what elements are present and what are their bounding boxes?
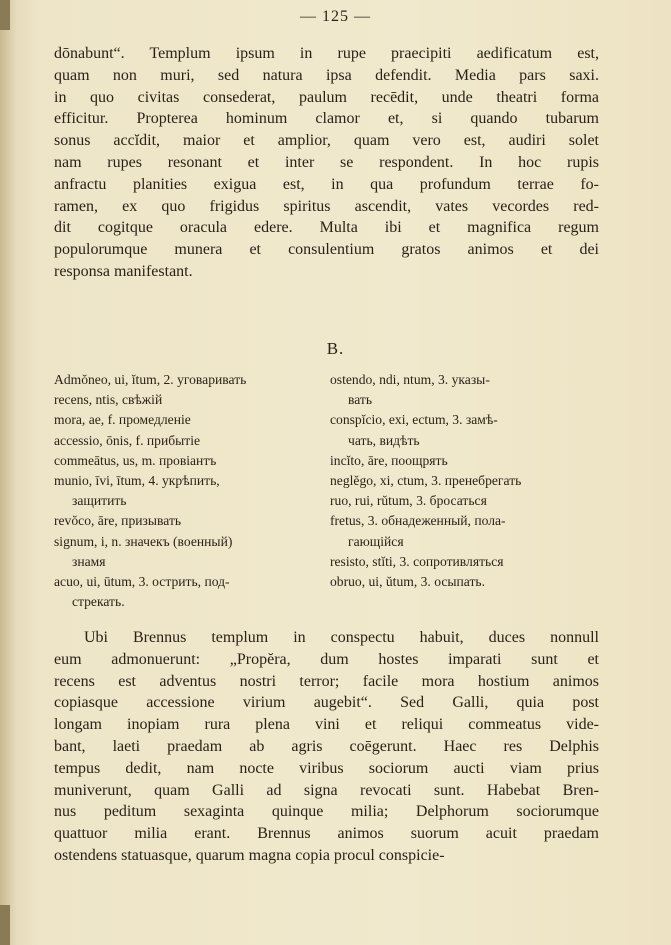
text-line: sonus accĭdit, maior et amplior, quam vero est, audiri solet	[54, 132, 599, 150]
glossary-entry: защитить	[72, 493, 127, 509]
glossary-entry: incĭto, āre, поощрять	[330, 452, 448, 468]
text-line: quattuor milia erant. Brennus animos suorum acuit praedam	[54, 825, 599, 843]
glossary-entry: obruo, ui, ŭtum, 3. осыпать.	[330, 574, 486, 590]
text-line: nus peditum sexaginta quinque milia; Delphorum sociorumque	[54, 803, 599, 821]
glossary-entry: mora, ae, f. промедленiе	[54, 412, 191, 428]
text-line: muniverunt, quam Galli ad signa revocati sunt. Habebat Bren-	[54, 781, 599, 799]
glossary-entry: accessio, ōnis, f. прибытiе	[54, 432, 201, 448]
glossary-column-right	[330, 370, 600, 592]
page-edge-shadow-bottom	[0, 905, 10, 945]
page-number: — 125 —	[300, 8, 371, 25]
glossary-entry: Admŏneo, ui, ĭtum, 2. уговаривать	[54, 372, 247, 387]
glossary-entry: munio, īvi, ītum, 4. укрѣпить,	[54, 473, 220, 489]
glossary-entry: ruo, rui, rŭtum, 3. бросаться	[330, 493, 487, 509]
text-line: tempus dedit, nam nocte viribus sociorum aucti viam prius	[54, 759, 599, 777]
glossary-entry: гающiйся	[348, 533, 404, 549]
glossary-entry: recens, ntis, свѣжiй	[54, 392, 163, 408]
section-heading: B.	[326, 339, 345, 358]
text-line: in quo civitas consederat, paulum recēdit, unde theatri forma	[54, 88, 599, 106]
glossary-entry: neglĕgo, xi, ctum, 3. пренебрегать	[330, 473, 522, 489]
glossary-entry: чать, видѣть	[348, 432, 420, 448]
text-line: efficitur. Propterea hominum clamor et, si quando tubarum	[54, 110, 599, 128]
glossary-entry: вать	[348, 392, 373, 408]
glossary-entry: fretus, 3. обнадеженный, пола-	[330, 513, 506, 529]
text-line: longam inopiam rura plena vini et reliqui commeatus vide-	[54, 716, 599, 734]
glossary-entry: commeātus, us, m. провiантъ	[54, 452, 217, 468]
paragraph-2	[54, 627, 599, 867]
text-line: ramen, ex quo frigidus spiritus ascendit, vates vecordes red-	[54, 197, 599, 215]
glossary-entry: resisto, stĭti, 3. сопротивляться	[330, 553, 504, 569]
text-line: ostendens statuasque, quarum magna copia procul conspicie-	[54, 846, 445, 864]
text-line: dōnabunt“. Templum ipsum in rupe praecipiti aedificatum est,	[54, 45, 599, 62]
glossary-entry: signum, i, n. значекъ (военный)	[54, 533, 233, 549]
glossary-entry: revŏco, āre, призывать	[54, 513, 182, 529]
glossary-entry: conspĭcio, exi, ectum, 3. замѣ-	[330, 412, 498, 428]
text-line: recens est adventus nostri terror; facile mora hostium animos	[54, 672, 599, 690]
glossary-entry: знамя	[72, 553, 106, 569]
text-line: populorumque munera et consulentium gratos animos et dei	[54, 241, 599, 259]
text-line: responsa manifestant.	[54, 262, 193, 280]
glossary-column-left	[54, 370, 324, 612]
paragraph-1	[54, 43, 599, 283]
glossary-entry: acuo, ui, ūtum, 3. острить, под-	[54, 574, 230, 590]
text-line: quam non muri, sed natura ipsa defendit. Media pars saxi.	[54, 66, 599, 84]
text-line: copiasque accessione virium augebit“. Sed Galli, quia post	[54, 694, 599, 712]
text-line: eum admonuerunt: „Propĕra, dum hostes imparati sunt et	[54, 650, 599, 668]
text-line: dit cogitque oracula edere. Multa ibi et magnifica regum	[54, 219, 599, 237]
text-line: Ubi Brennus templum in conspectu habuit, duces nonnull	[84, 629, 599, 646]
text-line: nam rupes resonant et inter se respondent. In hoc rupis	[54, 153, 599, 171]
glossary-entry: стрекать.	[72, 594, 125, 610]
glossary-entry: ostendo, ndi, ntum, 3. указы-	[330, 372, 490, 387]
text-line: bant, laeti praedam ab agris coēgerunt. Haec res Delphis	[54, 737, 599, 755]
text-line: anfractu planities exigua est, in qua profundum terrae fo-	[54, 175, 599, 193]
